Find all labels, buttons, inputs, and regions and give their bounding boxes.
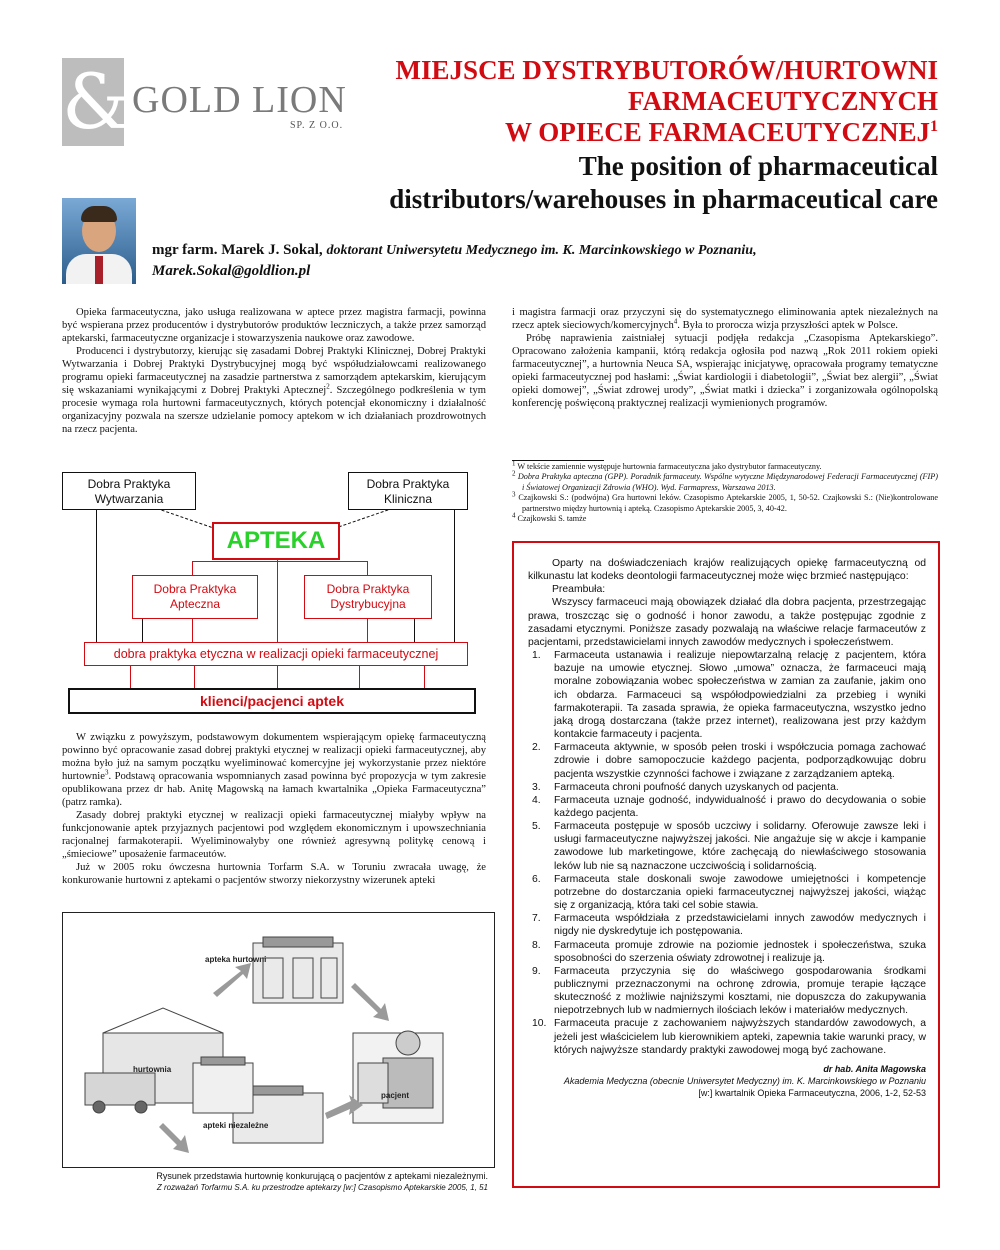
title-polish: MIEJSCE DYSTRYBUTORÓW/HURTOWNI FARMACEUTYCZNYCH W OPIECE FARMACEUTYCZNEJ$^1$ [395, 55, 938, 147]
footnote-rule [512, 460, 604, 461]
logo-subtitle: SP. Z O.O. [290, 120, 344, 131]
left-column-top [62, 306, 486, 436]
paragraph: Zasady dobrej praktyki etycznej w realizacji opieki farmaceutycznej miałyby wpływ na funkcjonowanie aptek przyjaznych pacjentowi pod względem ekonomicznym i upowszechniania racjonalnej farmakoterapii. Wyeliminowałyby one również agresywną politykę cenową i „śmieciowe” uposażenie farmaceutów. [62, 810, 486, 860]
label-apteka-hurtowni: apteka hurtowni [205, 955, 267, 964]
diagram [62, 462, 490, 720]
box-dobra-praktyka-dystrybucyjna: Dobra Praktyka Dystrybucyjna [304, 575, 432, 619]
author-name: mgr farm. Marek J. Sokal, [152, 242, 323, 258]
list-item: 3. Farmaceuta chroni poufność danych uzyskanych od pacjenta. [532, 781, 839, 793]
rules-list [528, 649, 926, 1057]
box-apteka: APTEKA [212, 522, 340, 560]
signature-name: dr hab. Anita Magowska [823, 1063, 926, 1074]
author-affiliation: doktorant Uniwersytetu Medycznego im. K. Marcinkowskiego w Poznaniu, [326, 243, 757, 258]
title-english: The position of pharmaceutical distributors/warehouses in pharmaceutical care [389, 151, 938, 214]
preamble-label: Preambuła: [552, 584, 606, 596]
footnote-3: $^3$ Czajkowski S.: (podwójna) Gra hurtowni leków. Czasopismo Aptekarskie 2005, 1, 50-52. Czajkowski S.: (Nie)kontrolowane partnerstwo między hurtownią i apteką. Czasopismo Aptekarskie 2005, 3, 40-42. [512, 490, 939, 513]
list-item: 9. Farmaceuta przyczynia się do właściwego gospodarowania środkami publicznymi przeznaczonymi na ochronę zdrowia, promuje terapie łączące skuteczność z możliwie najniższymi kosztami, nie dopuszcza do zakupywania niepotrzebnych lub w nadmiernych ilościach leków i materiałów medycznych. [532, 965, 926, 1017]
footnote-1: $^1$ W tekście zamiennie występuje hurtownia farmaceutyczna jako dystrybutor farmaceutyczny. [512, 459, 822, 471]
list-item: 2. Farmaceuta aktywnie, w sposób pełen troski i współczucia pomaga zachować zdrowie i dobre samopoczucie każdego pacjenta, podporządkowując dobru pacjenta wszystkie czynności fachowe i związane z zarządzaniem apteką. [532, 742, 926, 780]
footnote-4: $^4$ Czajkowski S. tamże [512, 511, 587, 524]
author-photo [62, 198, 136, 284]
list-item: 5. Farmaceuta postępuje w sposób uczciwy i solidarny. Oferowuje zawsze leki i usługi farmaceutyczne najwyższej jakości. Nie angażuje się w akcje i kampanie zawodowe lub marketingowe, które zachęcają do niewłaściwego stosowania leków lub nie są naznaczone uczciwością i solidarnością. [532, 821, 926, 872]
logo-ampersand-icon: & [62, 57, 130, 146]
footnotes [512, 459, 939, 524]
paragraph: Już w 2005 roku ówczesna hurtownia Torfarm S.A. w Toruniu zwracała uwagę, że konkurowanie hurtowni z aptekami o pacjentów stworzy niekorzystny wizerunek apteki [62, 862, 486, 886]
box-klienci-pacjenci: klienci/pacjenci aptek [68, 688, 476, 714]
illustration-drawing [63, 913, 494, 1167]
signature-affiliation: Akademia Medyczna (obecnie Uniwersytet Medyczny) im. K. Marcinkowskiego w Poznaniu [563, 1075, 926, 1086]
paragraph: Producenci i dystrybutorzy, kierując się zasadami Dobrej Praktyki Klinicznej, Dobrej Praktyki Wytwarzania i Dobrej Praktyki Dystrybucyjnej mogą być współudziałowcami realizowanego programu opieki farmaceutycznej na zasadzie partnerstwa z samorządem aptekarskim, kierującym się wskazaniami wynikającymi z Dobrej Praktyki Aptecznej$^2$. Szczególnego podkreślenia w tym procesie wymaga rola hurtowni farmaceutycznych, których potencjał ekonomiczny i działalność organizacyjny pozwala na szersze udzielanie pomocy aptekom w ich działaniach prozdrowotnych na rzecz pacjenta. [62, 346, 486, 435]
left-column-bottom [62, 731, 486, 887]
footnote-2: $^2$ Dobra Praktyka apteczna (GPP). Poradnik farmaceuty. Wspólne wytyczne Międzynarodowej Federacji Farmaceutycznej (FIP) i Światowej Organizacji Zdrowia (WHO). Wyd. Farmapress, Warszawa 2013. [512, 469, 938, 492]
author-line [152, 240, 932, 282]
code-of-ethics-box [528, 557, 926, 1099]
logo-mark [62, 57, 130, 146]
list-item: 10. Farmaceuta pracuje z zachowaniem najwyższych standardów zawodowych, a jeżeli jest właścicielem lub kierownikiem apteki, zapewnia takie warunki pracy, w których najwyższe standardy praktyki zawodowej mogą być zachowane. [532, 1018, 926, 1056]
list-item: 1. Farmaceuta ustanawia i realizuje niepowtarzalną relację z pacjentem, która bazuje na umowie etycznej. Słowo „umowa” oznacza, że farmaceuci mają moralne zobowiązania wobec społeczeństwa w zamian za zaufanie, jakim ono ich obdarza. Farmaceuci są współodpowiedzialni za przebieg i wyniki farmakoterapii. Ta zasada sprawia, że opieka farmaceutyczna, wszystko jedno jaką drogą dostarczana (także przez internet), realizowana jest przy każdym kontakcie farmaceuty i pacjenta. [532, 650, 926, 741]
label-pacjent: pacjent [381, 1091, 410, 1100]
preamble-text: Wszyscy farmaceuci mają obowiązek działać dla dobra pacjenta, przestrzegając prawa, troszcząc się o godność i honor zawodu, a także postępując zgodnie z zasadami etycznymi. Poniższe zasady pozwalają na właściwe relacje farmaceutów z pacjentami, przedstawicielami innych zawodów medycznych i społeczeństwem. [528, 597, 926, 648]
box-intro: Oparty na doświadczeniach krajów realizujących opiekę farmaceutyczną od kilkunastu lat kodeks deontologii farmaceutycznej może więc brzmieć następująco: [528, 558, 926, 583]
list-item: 4. Farmaceuta uznaje godność, indywidualność i prawo do decydowania o sobie każdego pacjenta. [532, 794, 926, 819]
label-apteki-niezalezne: apteki niezależne [203, 1121, 269, 1130]
paragraph: W związku z powyższym, podstawowym dokumentem wspierającym opiekę farmaceutyczną powinno być opracowanie zasad dobrej praktyki etycznej w realizacji opieki farmaceutycznej, aby można było już na samym początku wyeliminować komercyjne jej wykorzystanie przez niektóre hurtownie$^3$. Podstawą opracowania wspomnianych zasad powinna być propozycja w tym zakresie opublikowana przez dr hab. Anitę Magowską na łamach kwartalnika „Opieka Farmaceutyczna” (patrz ramka). [62, 732, 486, 808]
list-item: 6. Farmaceuta stale doskonali swoje zawodowe umiejętności i kompetencje potrzebne do dostarczania opieki farmaceutycznej najwyższej jakości, wiążąc się z organizacją, która taki cel sobie stawia. [532, 873, 926, 912]
list-item: 7. Farmaceuta współdziała z przedstawicielami innych zawodów medycznych i nigdy nie dyskredytuje ich postępowania. [532, 913, 926, 938]
right-column-top [512, 306, 938, 410]
box-dobra-praktyka-apteczna: Dobra Praktyka Apteczna [132, 575, 258, 619]
logo-name: GOLD LION [132, 79, 347, 121]
label-hurtownia: hurtownia [133, 1065, 172, 1074]
illustration [62, 912, 495, 1168]
illustration-source: Z rozważań Torfarmu S.A. ku przestrodze aptekarzy [w:] Czasopismo Aptekarskie 2005, 1, 51 [156, 1183, 488, 1192]
box-dobra-praktyka-kliniczna: Dobra Praktyka Kliniczna [348, 472, 468, 510]
paragraph: Próbę naprawienia zaistniałej sytuacji podjęła redakcja „Czasopisma Aptekarskiego”. Opracowano założenia kampanii, którą redakcja ogłosiła pod nazwą „Rok 2011 rokiem opieki farmaceutycznej”, a hurtownia Neuca SA, wspierając inicjatywę, opracowała programy tematyczne opieki farmaceutycznej pod hasłami: „Świat kardiologii i diabetologii”, „Świat bez alergii”, „Świat opieki domowej”, „Świat zdrowej urody”, „Świat matki i dziecka” i zorganizowała ogólnopolską konferencję poświęconą praktycznej realizacji wymienionych programów. [512, 333, 938, 409]
list-item: 8. Farmaceuta promuje zdrowie na poziomie jednostek i społeczeństwa, szuka sposobności do szerzenia oświaty zdrowotnej i realizuje ją. [532, 939, 926, 964]
illustration-caption: Rysunek przedstawia hurtownię konkurującą o pacjentów z aptekami niezależnymi. Z rozważań Torfarmu S.A. ku przestrodze aptekarzy [w:] Czasopismo Aptekarskie 2005, 1, 51 [62, 1170, 488, 1194]
box-dobra-praktyka-etyczna: dobra praktyka etyczna w realizacji opieki farmaceutycznej [84, 642, 468, 666]
box-dobra-praktyka-wytwarzania: Dobra Praktyka Wytwarzania [62, 472, 196, 510]
signature-source: [w:] kwartalnik Opieka Farmaceutyczna, 2006, 1-2, 52-53 [698, 1087, 926, 1098]
paragraph: Opieka farmaceutyczna, jako usługa realizowana w aptece przez magistra farmacji, powinna być wspierana przez producentów i dystrybutorów produktów leczniczych, a także przez samorząd aptekarski, farmaceutyczne organizacje i stowarzyszenia naukowe oraz zawodowe. [62, 307, 486, 344]
paragraph: i magistra farmacji oraz przyczyni się do systematycznego eliminowania aptek niezależnych na rzecz aptek sieciowych/komercyjnych$^4$. Była to prorocza wizja przyszłości aptek w Polsce. [512, 307, 938, 331]
author-email[interactable]: Marek.Sokal@goldlion.pl [152, 263, 311, 279]
